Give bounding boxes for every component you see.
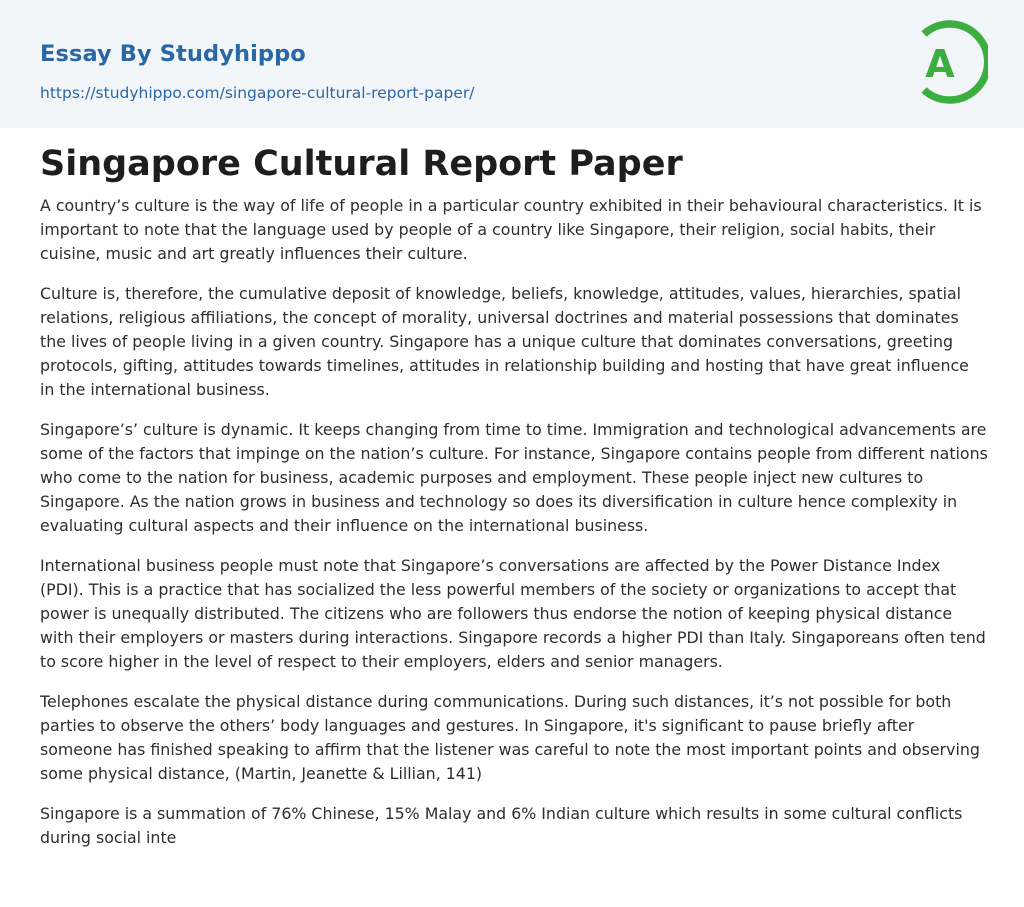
paragraph: Culture is, therefore, the cumulative deposit of knowledge, beliefs, knowledge, attitudes, values, hierarchies, spatial relations, religious affiliations, the concept of morality, universal doctrines and material possessions that dominates the lives of people living in a given country. Singapore has a unique culture that dominates conversations, greeting protocols, gifting, attitudes towards timelines, attitudes in relationship building and hosting that have great influence in the international business. [40,284,969,399]
site-header [0,0,1024,128]
studyhippo-logo-icon[interactable] [912,18,988,106]
essay-body [40,194,988,866]
source-url-link[interactable]: https://studyhippo.com/singapore-cultural-report-paper/ [40,84,475,102]
paragraph: Singapore is a summation of 76% Chinese, 15% Malay and 6% Indian culture which results in some cultural conflicts during social inte [40,804,963,847]
site-name[interactable]: Essay By Studyhippo [40,41,306,67]
logo-letter: A [925,42,955,86]
paragraph: Singapore’s’ culture is dynamic. It keeps changing from time to time. Immigration and technological advancements are some of the factors that impinge on the nation’s culture. For instance, Singapore contains people from different nations who come to the nation for business, academic purposes and employment. These people inject new cultures to Singapore. As the nation grows in business and technology so does its diversification in culture hence complexity in evaluating cultural aspects and their influence on the international business. [40,420,988,535]
paragraph: Telephones escalate the physical distance during communications. During such distances, it’s not possible for both parties to observe the others’ body languages and gestures. In Singapore, it's significant to pause briefly after someone has finished speaking to affirm that the listener was careful to note the most important points and observing some physical distance, (Martin, Jeanette & Lillian, 141) [40,692,980,783]
page-title: Singapore Cultural Report Paper [40,144,683,184]
paragraph: International business people must note that Singapore’s conversations are affected by the Power Distance Index (PDI). This is a practice that has socialized the less powerful members of the society or organizations to accept that power is unequally distributed. The citizens who are followers thus endorse the notion of keeping physical distance with their employers or masters during interactions. Singapore records a higher PDI than Italy. Singaporeans often tend to score higher in the level of respect to their employers, elders and senior managers. [40,556,986,671]
paragraph: A country’s culture is the way of life of people in a particular country exhibited in their behavioural characteristics. It is important to note that the language used by people of a country like Singapore, their religion, social habits, their cuisine, music and art greatly influences their culture. [40,196,982,263]
